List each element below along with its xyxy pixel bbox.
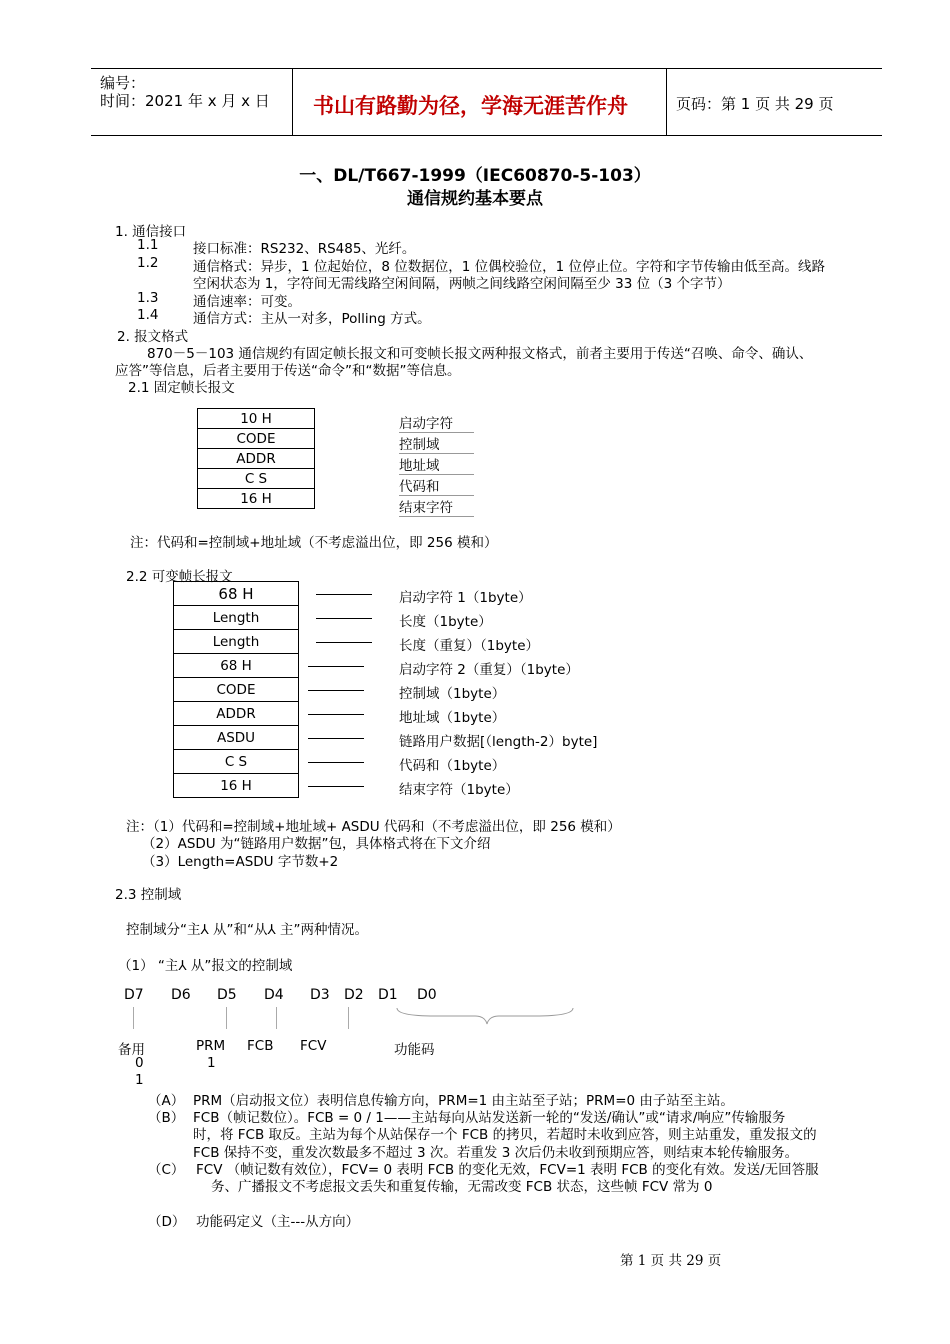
table-cell: C S <box>198 469 315 489</box>
field-value: 1 <box>207 1055 216 1071</box>
function-code-brace <box>395 1004 575 1026</box>
item-text-cont: 时，将 FCB 取反。主站为每个从站保存一个 FCB 的拷贝，若超时未收到应答，则主站重发，重发报文的 <box>193 1127 817 1143</box>
table-cell: 68 H <box>174 582 299 606</box>
field-label: FCV <box>300 1038 327 1054</box>
header-top-rule <box>91 68 882 69</box>
table-row <box>174 654 299 678</box>
connector-line <box>308 666 364 667</box>
bit-label: D6 <box>171 987 191 1003</box>
sec1-item-num: 1.4 <box>137 307 159 323</box>
control-intro: 控制域分“主⅄ 从”和“从⅄ 主”两种情况。 <box>126 922 369 938</box>
sec1-item-text: 接口标准：RS232、RS485、光纤。 <box>193 241 416 257</box>
fixed-frame-table <box>197 408 315 509</box>
fixed-frame-label: 地址域 <box>399 454 474 475</box>
item-text: FCB（帧记数位）。FCB = 0 / 1——主站每向从站发送新一轮的“发送/确认”或“请求/响应”传输服务 <box>193 1110 786 1126</box>
table-row <box>174 774 299 798</box>
variable-frame-heading: 2.2 可变帧长报文 <box>126 569 233 585</box>
fixed-frame-label: 控制域 <box>399 433 474 454</box>
table-cell: Length <box>174 606 299 630</box>
variable-frame-label: 长度（重复）（1byte） <box>399 638 539 654</box>
table-row <box>198 489 315 509</box>
variable-frame-label: 长度（1byte） <box>399 614 492 630</box>
item-tag: （B） <box>148 1110 185 1126</box>
bit-tick <box>276 1007 277 1029</box>
bit-label: D7 <box>124 987 144 1003</box>
sec2-heading: 2. 报文格式 <box>117 329 189 345</box>
bit-label: D0 <box>417 987 437 1003</box>
bit-tick <box>133 1007 134 1029</box>
variable-frame-label: 代码和（1byte） <box>399 758 506 774</box>
table-cell: Length <box>174 630 299 654</box>
table-cell: C S <box>174 750 299 774</box>
sec2-intro-cont: 应答”等信息，后者主要用于传送“命令”和“数据”等信息。 <box>115 363 461 379</box>
sec1-item-text: 通信格式：异步，1 位起始位，8 位数据位，1 位偶校验位，1 位停止位。字符和字节传输由低至高。线路 <box>193 259 826 275</box>
connector-line <box>308 762 364 763</box>
table-row <box>198 449 315 469</box>
variable-frame-label: 控制域（1byte） <box>399 686 506 702</box>
table-cell: ASDU <box>174 726 299 750</box>
table-cell: CODE <box>198 429 315 449</box>
bit-label: D1 <box>378 987 398 1003</box>
header-motto: 书山有路勤为径，学海无涯苦作舟 <box>313 94 628 118</box>
header-divider-left <box>292 68 293 135</box>
item-tag: （D） <box>148 1214 186 1230</box>
header-time-label: 时间：2021 年 x 月 x 日 <box>100 92 270 110</box>
connector-line <box>308 690 364 691</box>
item-text: FCV （帧记数有效位），FCV= 0 表明 FCB 的变化无效，FCV=1 表明 FCB 的变化有效。发送/无回答服 <box>196 1162 819 1178</box>
variable-frame-label: 结束字符（1byte） <box>399 782 519 798</box>
variable-frame-note: （3）Length=ASDU 字节数+2 <box>142 854 339 870</box>
field-label: FCB <box>247 1038 274 1054</box>
bit-label: D3 <box>310 987 330 1003</box>
item-text: PRM（启动报文位）表明信息传输方向，PRM=1 由主站至子站；PRM=0 由子站至主站。 <box>193 1093 734 1109</box>
table-cell: 68 H <box>174 654 299 678</box>
table-cell: 16 H <box>198 489 315 509</box>
table-row <box>174 750 299 774</box>
field-label: PRM <box>196 1038 226 1054</box>
item-tag: （A） <box>148 1093 185 1109</box>
connector-line <box>308 738 364 739</box>
table-cell: CODE <box>174 678 299 702</box>
variable-frame-label: 启动字符 1（1byte） <box>399 590 532 606</box>
table-row <box>174 678 299 702</box>
table-cell: 10 H <box>198 409 315 429</box>
sec1-heading: 1. 通信接口 <box>115 224 187 240</box>
sec1-item-num: 1.2 <box>137 255 159 271</box>
fixed-frame-note: 注：代码和=控制域+地址域（不考虑溢出位，即 256 模和） <box>130 535 498 551</box>
connector-line <box>308 714 364 715</box>
sec2-intro: 870－5－103 通信规约有固定帧长报文和可变帧长报文两种报文格式，前者主要用于传送“召唤、命令、确认、 <box>147 346 813 362</box>
item-text-cont: FCB 保持不变，重发次数最多不超过 3 次。若重发 3 次后仍未收到预期应答，则结束本轮传输服务。 <box>193 1145 799 1161</box>
variable-frame-label: 地址域（1byte） <box>399 710 506 726</box>
variable-frame-note: 注：（1）代码和=控制域+地址域+ ASDU 代码和（不考虑溢出位，即 256 模和） <box>126 819 621 835</box>
variable-frame-table <box>173 581 299 798</box>
field-label: 备用 <box>118 1042 145 1058</box>
variable-frame-label: 链路用户数据[（length-2）byte] <box>399 734 598 750</box>
variable-frame-label: 启动字符 2（重复）（1byte） <box>399 662 579 678</box>
item-text: 功能码定义（主---从方向） <box>196 1214 360 1230</box>
table-cell: ADDR <box>174 702 299 726</box>
fixed-frame-heading: 2.1 固定帧长报文 <box>128 380 235 396</box>
table-row <box>174 606 299 630</box>
field-label: 功能码 <box>394 1042 435 1058</box>
doc-title-line2: 通信规约基本要点 <box>407 189 543 209</box>
table-row <box>198 469 315 489</box>
connector-line <box>316 594 372 595</box>
variable-frame-note: （2）ASDU 为“链路用户数据”包，具体格式将在下文介绍 <box>142 836 491 852</box>
header-page-info: 页码：第 1 页 共 29 页 <box>676 95 834 113</box>
connector-line <box>308 786 364 787</box>
table-cell: 16 H <box>174 774 299 798</box>
bit-label: D4 <box>264 987 284 1003</box>
fixed-frame-label: 结束字符 <box>399 496 474 517</box>
bit-tick <box>226 1007 227 1029</box>
table-row <box>198 429 315 449</box>
table-row <box>174 702 299 726</box>
fixed-frame-label: 启动字符 <box>399 412 474 433</box>
header-bottom-rule <box>91 135 882 136</box>
table-cell: ADDR <box>198 449 315 469</box>
table-row <box>174 630 299 654</box>
field-value: 1 <box>135 1072 144 1088</box>
connector-line <box>316 642 372 643</box>
fixed-frame-label: 代码和 <box>399 475 474 496</box>
sec1-item-text: 通信速率：可变。 <box>193 294 301 310</box>
page-footer: 第 1 页 共 29 页 <box>620 1253 722 1269</box>
bit-label: D5 <box>217 987 237 1003</box>
table-row <box>198 409 315 429</box>
field-value: 0 <box>135 1055 144 1071</box>
table-row <box>174 582 299 606</box>
sec1-item-text: 通信方式：主从一对多，Polling 方式。 <box>193 311 431 327</box>
sec1-item-num: 1.3 <box>137 290 159 306</box>
connector-line <box>316 618 372 619</box>
header-number-label: 编号： <box>100 74 146 92</box>
bit-tick <box>348 1007 349 1029</box>
doc-title-line1: 一、DL/T667-1999（IEC60870-5-103） <box>299 166 651 186</box>
sec1-item-num: 1.1 <box>137 237 159 253</box>
header-divider-right <box>666 68 667 135</box>
item-text-cont: 务、广播报文不考虑报文丢失和重复传输，无需改变 FCB 状态，这些帧 FCV 常为 0 <box>211 1179 713 1195</box>
control-heading: 2.3 控制域 <box>115 887 182 903</box>
control-subheading: （1） “主⅄ 从”报文的控制域 <box>118 958 293 974</box>
sec1-item-text-cont: 空闲状态为 1，字符间无需线路空闲间隔，两帧之间线路空闲间隔至少 33 位（3 个字节） <box>193 276 731 292</box>
item-tag: （C） <box>148 1162 185 1178</box>
bit-label: D2 <box>344 987 364 1003</box>
table-row <box>174 726 299 750</box>
